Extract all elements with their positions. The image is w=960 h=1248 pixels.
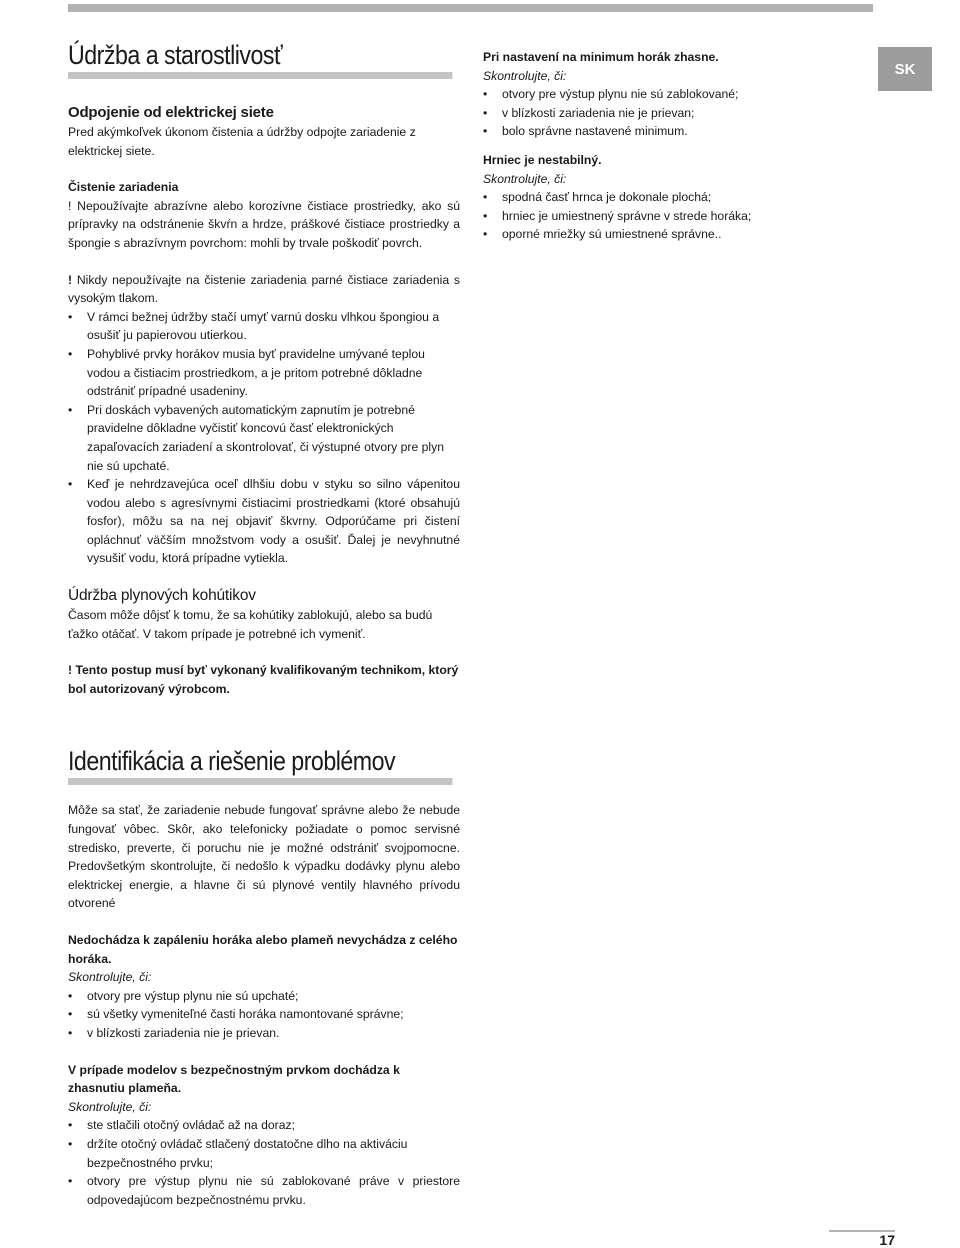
page-number: 17 [829,1230,895,1247]
troubleshooting-intro: Môže sa stať, že zariadenie nebude fungovať správne alebo že nebude fungovať vôbec. Skôr, ako telefonicky požiadate o pomoc servisné stredisko, preverte, či poruchu nie je možné odstrániť svojpomocne. Predovšetkým skontrolujte, či nedošlo k výpadku dodávky plynu alebo elektrickej energie, a hlavne či sú plynové ventily hlavného prívodu otvorené [68,803,460,911]
problem-list [68,987,460,1043]
list-item: • Keď je nehrdzavejúca oceľ dlhšiu dobu v styku so silno vápenitou vodou alebo s agresívnymi čistiacimi prostriedkami (ktoré obsahujú fosfor), môžu sa na nej objaviť škvrny. Odporúčame pri čistení opláchnuť väčším množstvom vody a osušiť. Ďalej je nevyhnutné vysušiť vodu, ktorá prípadne vytiekla. [68,475,460,568]
disconnect-text: Pred akýmkoľvek úkonom čistenia a údržby odpojte zariadenie z elektrickej siete. [68,125,416,158]
top-bar [68,4,873,12]
list-item: • sú všetky vymeniteľné časti horáka namontované správne; [68,1005,460,1024]
warning-steam [68,271,460,308]
warning-steam-text: Nikdy nepoužívajte na čistenie zariadenia parné čistiace zariadenia s vysokým tlakom. [68,272,460,306]
right-column [483,48,875,244]
check-label: Skontrolujte, či: [483,68,567,83]
list-item: • v blízkosti zariadenia nie je prievan. [68,1024,460,1043]
problem-flame-out: V prípade modelov s bezpečnostným prvkom dochádza k zhasnutiu plameňa. [68,1062,400,1096]
problem-no-ignition: Nedochádza k zapáleniu horáka alebo plameň nevychádza z celého horáka. [68,933,458,966]
heading-cleaning: Čistenie zariadenia [68,180,179,195]
list-item: • v blízkosti zariadenia nie je prievan; [483,104,875,123]
gas-taps-text: Časom môže dôjsť k tomu, že sa kohútiky zablokujú, alebo sa budú ťažko otáčať. V takom prípade je potrebné ich vymeniť. [68,608,433,641]
list-item: • V rámci bežnej údržby stačí umyť varnú dosku vlhkou špongiou a osušiť ju papierovou utierkou. [68,308,460,345]
language-tab: SK [878,47,932,91]
problem-list [483,85,875,141]
problem-unstable-pot: Hrniec je nestabilný. [483,152,602,167]
warning-mark: ! [68,272,73,287]
list-item: • ste stlačili otočný ovládač až na doraz; [68,1116,460,1135]
section-title-maintenance: Údržba a starostlivosť [68,40,452,79]
heading-gas-taps: Údržba plynových kohútikov [68,587,256,605]
list-item: • bolo správne nastavené minimum. [483,122,875,141]
list-item: • Pohyblivé prvky horákov musia byť pravidelne umývané teplou vodou a čistiacim prostriedkom, a je pritom potrebné dôkladne odstrániť prípadné usadeniny. [68,345,460,401]
heading-disconnect: Odpojenie od elektrickej siete [68,104,274,121]
problem-min-off: Pri nastavení na minimum horák zhasne. [483,50,719,64]
check-label: Skontrolujte, či: [68,1099,152,1114]
problem-list [68,1116,460,1209]
cleaning-list [68,308,460,568]
list-item: • oporné mriežky sú umiestnené správne.. [483,225,875,244]
check-label: Skontrolujte, či: [483,171,567,186]
left-column [68,40,460,1209]
list-item: • hrniec je umiestnený správne v strede horáka; [483,207,875,226]
warning-abrasive: ! Nepoužívajte abrazívne alebo korozívne čistiace prostriedky, ako sú prípravky na odstránenie škvŕn a hrdze, práškové čistiace prostriedky a špongie s abrazívnym povrchom: mohli by trvale poškodiť povrch. [68,198,460,250]
warning-technician: ! Tento postup musí byť vykonaný kvalifikovaným technikom, ktorý bol autorizovaný výrobcom. [68,663,459,696]
section-title-troubleshooting: Identifikácia a riešenie problémov [68,746,452,785]
list-item: • Pri doskách vybavených automatickým zapnutím je potrebné pravidelne dôkladne vyčistiť koncovú časť elektronických zapaľovacích zariadení a skontrolovať, či výstupné otvory pre plyn nie sú upchaté. [68,401,460,475]
list-item: • držíte otočný ovládač stlačený dostatočne dlho na aktiváciu bezpečnostného prvku; [68,1135,460,1172]
list-item: • otvory pre výstup plynu nie sú zablokované; [483,85,875,104]
list-item: • otvory pre výstup plynu nie sú upchaté; [68,987,460,1006]
list-item: • otvory pre výstup plynu nie sú zablokované práve v priestore odpovedajúcom bezpečnostnému prvku. [68,1172,460,1209]
list-item: • spodná časť hrnca je dokonale plochá; [483,188,875,207]
check-label: Skontrolujte, či: [68,970,152,985]
problem-list [483,188,875,244]
